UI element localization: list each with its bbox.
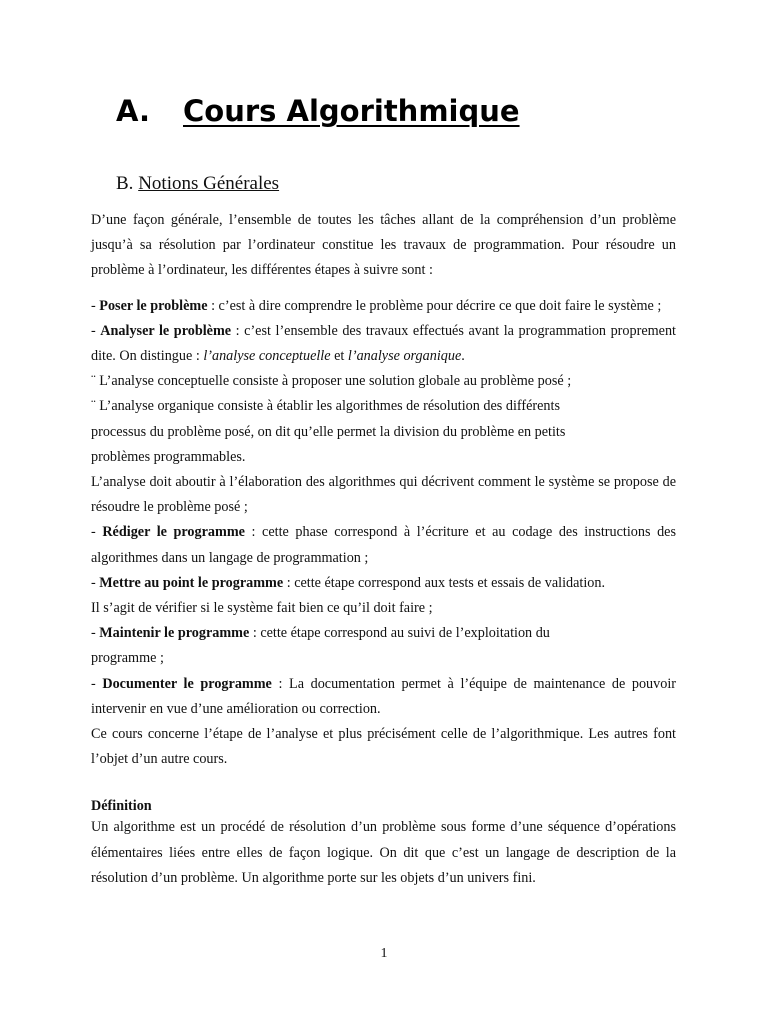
step-maintenir: - Maintenir le programme : cette étape correspond au suivi de l’exploitation du xyxy=(91,625,550,642)
heading-2-number: B. xyxy=(116,173,134,194)
step-maintenir-line-2: programme ; xyxy=(91,650,164,667)
intro-paragraph: D’une façon générale, l’ensemble de toutes les tâches allant de la compréhension d’un problème jusqu’à sa résolution par l’ordinateur constitue les travaux de programmation. Pour résoudre un problème à l’ordinateur, les différentes étapes à suivre sont : xyxy=(91,212,676,279)
bullet-organique-line-3: problèmes programmables. xyxy=(91,448,246,465)
definition-title: Définition xyxy=(91,798,152,815)
step-documenter-term: Documenter le programme xyxy=(102,675,272,692)
heading-1 xyxy=(116,94,520,128)
step-mettre-au-point-term: Mettre au point le programme xyxy=(99,574,284,591)
step-mettre-au-point: - Mettre au point le programme : cette étape correspond aux tests et essais de validation. xyxy=(91,574,606,591)
step-rediger: - Rédiger le programme : cette phase correspond à l’écriture et au codage des instructions des algorithmes dans un langage de programmation ; xyxy=(91,524,676,566)
heading-2-title: Notions Générales xyxy=(138,173,280,194)
heading-1-number: A. xyxy=(116,94,150,128)
bullet-conceptuelle: ¨ L’analyse conceptuelle consiste à proposer une solution globale au problème posé ; xyxy=(91,373,572,390)
heading-2 xyxy=(116,173,279,195)
step-documenter: - Documenter le programme : La documentation permet à l’équipe de maintenance de pouvoir intervenir en vue d’une amélioration ou correction. xyxy=(91,675,676,717)
step-rediger-term: Rédiger le programme xyxy=(102,524,245,541)
analyse-conceptuelle-term: l’analyse conceptuelle xyxy=(203,348,331,365)
document-body xyxy=(91,208,676,891)
analysis-note: L’analyse doit aboutir à l’élaboration des algorithmes qui décrivent comment le système se propose de résoudre le problème posé ; xyxy=(91,474,676,516)
step-mettre-au-point-note: Il s’agit de vérifier si le système fait bien ce qu’il doit faire ; xyxy=(91,600,433,617)
course-note: Ce cours concerne l’étape de l’analyse et plus précisément celle de l’algorithmique. Les autres font l’objet d’un autre cours. xyxy=(91,726,676,768)
bullet-organique-line-1: ¨ L’analyse organique consiste à établir les algorithmes de résolution des différents xyxy=(91,398,560,415)
definition-text: Un algorithme est un procédé de résolution d’un problème sous forme d’une séquence d’opérations élémentaires liées entre elles de façon logique. On dit que c’est un langage de description de la résolution d’un problème. Un algorithme porte sur les objets d’un univers fini. xyxy=(91,819,676,886)
step-analyser-term: Analyser le problème xyxy=(100,322,232,339)
heading-1-title: Cours Algorithmique xyxy=(183,94,520,128)
page-number: 1 xyxy=(380,946,388,961)
step-poser: - Poser le problème : c’est à dire comprendre le problème pour décrire ce que doit faire le système ; xyxy=(91,297,662,314)
bullet-organique-line-2: processus du problème posé, on dit qu’elle permet la division du problème en petits xyxy=(91,423,566,440)
step-poser-term: Poser le problème xyxy=(99,297,208,314)
analyse-organique-term: l’analyse organique xyxy=(347,348,462,365)
step-analyser: - Analyser le problème : c’est l’ensemble des travaux effectués avant la programmation proprement dite. On distingue : l’analyse conceptuelle et l’analyse organique. xyxy=(91,322,676,365)
step-maintenir-term: Maintenir le programme xyxy=(99,625,250,642)
